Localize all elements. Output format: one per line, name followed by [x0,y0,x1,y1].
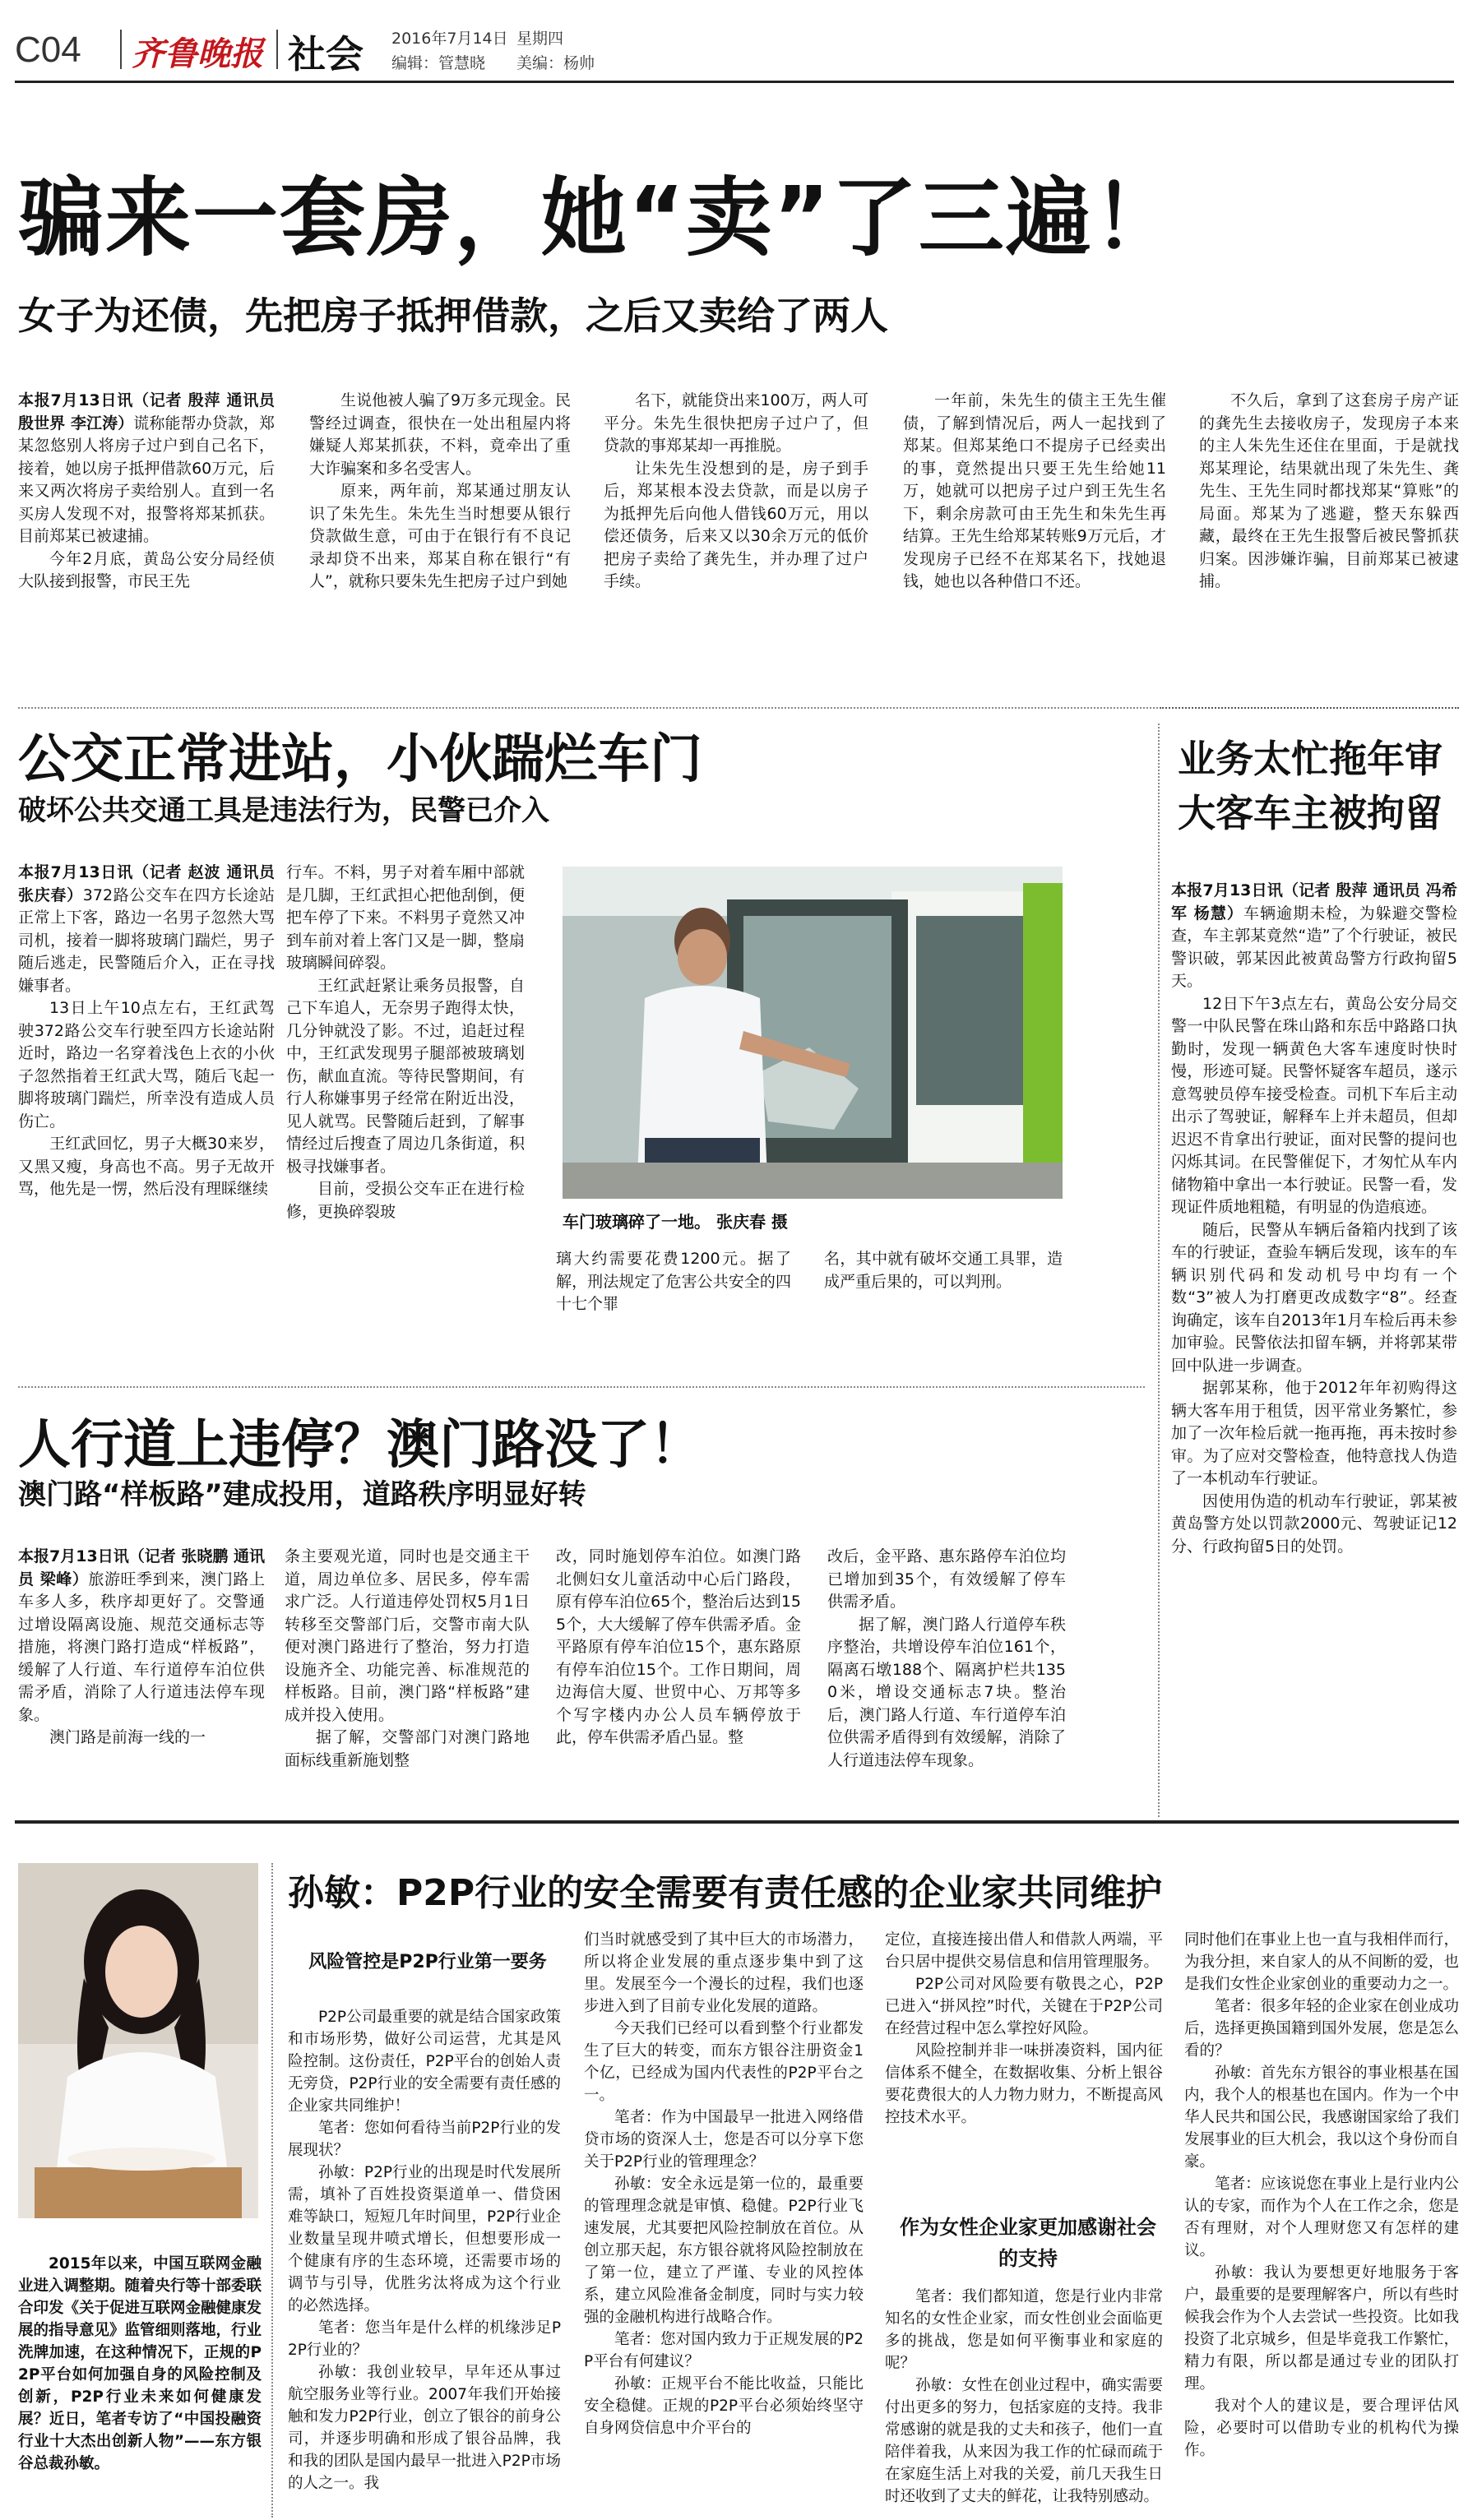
story2-paragraph: 13日上午10点左右，王红武驾驶372路公交车行驶至四方长途站附近时，路边一名穿着浅色上衣的小伙子忽然指着王红武大骂，随后飞起一脚将玻璃门踹烂，所幸没有造成人员伤亡。 [18,999,275,1131]
story3-byline: 本报7月13日讯（记者 殷萍 通讯员 冯希军 杨慧） [1171,881,1457,922]
story4-paragraph: 改后，金平路、惠东路停车泊位均已增加到35个，有效缓解了停车供需矛盾。 [827,1547,1066,1611]
issue-date: 2016年7月14日 [391,30,508,48]
story1-byline: 本报7月13日讯（记者 殷萍 通讯员 殷世界 李江涛） [18,391,275,432]
story5-paragraph: 孙敏：首先东方银谷的事业根基在国内，我个人的根基也在国内。作为一个中华人民共和国公民，我感谢国家给了我们发展事业的巨大机会，我以这个身份而自豪。 [1184,2065,1459,2171]
story5-paragraph: 笔者：我们都知道，您是行业内非常知名的女性企业家，而女性创业会面临更多的挑战，您是如何平衡事业和家庭的呢？ [885,2288,1163,2372]
story2-paragraph: 目前，受损公交车正在进行检修，更换碎裂玻 [286,1180,525,1221]
story5-paragraph: 孙敏：P2P行业的出现是时代发展所需，填补了百姓投资渠道单一、借贷困难等缺口，短短几年时间里，P2P行业企业数量呈现井喷式增长，但想要形成一个健康有序的生态环境，还需要市场的调节与引导，优胜劣汰将成为这个行业的必然选择。 [288,2164,561,2314]
story5-paragraph: 我对个人的建议是，要合理评估风险，必要时可以借助专业的机构代为操作。 [1184,2397,1459,2459]
story2-col2 [286,862,525,1327]
story5-paragraph: 孙敏：我认为要想更好地服务于客户，最重要的是要理解客户，所以有些时候我会作为个人去尝试一些投资。比如我投资了北京城乡，但是毕竟我工作繁忙，精力有限，所以都是通过专业的团队打理。 [1184,2264,1459,2393]
column-divider [271,1863,273,2518]
story5-intro-text: 2015年以来，中国互联网金融业进入调整期。随着央行等十部委联合印发《关于促进互联网金融健康发展的指导意见》监管细则落地，行业洗牌加速，在这种情况下，正规的P2P平台如何加强自身的风险控制及创新，P2P行业未来如何健康发展？近日，笔者专访了“中国投融资行业十大杰出创新人物”——东方银谷总裁孙敏。 [18,2255,262,2472]
paper-logo: 齐鲁晚报 [132,35,263,73]
story5-sub1: 风险管控是P2P行业第一要务 [308,1952,547,1972]
story5-paragraph: P2P公司对风险要有敬畏之心，P2P已进入“拼风控”时代，关键在于P2P公司在经营过程中怎么掌控好风险。 [885,1976,1163,2037]
story2-paragraph: 名，其中就有破坏交通工具罪，造成严重后果的，可以判刑。 [824,1250,1063,1291]
divider [276,30,278,69]
story2-byline: 本报7月13日讯（记者 赵波 通讯员 张庆春） [18,863,275,904]
story1-paragraph: 一年前，朱先生的债主王先生催债，了解到情况后，两人一起找到了郑某。但郑某绝口不提房子已经卖出的事，竟然提出只要王先生给她11万，她就可以把房子过户到王先生名下，剩余房款可由王先生和朱先生再结算。王先生给郑某转账9万元后，才发现房子已经不在郑某名下，找她退钱，她也以各种借口不还。 [903,391,1166,590]
story1-col3 [604,390,868,669]
story1-lead: 谎称能帮办贷款，郑某忽悠别人将房子过户到自己名下，接着，她以房子抵押借款60万元，后来又两次将房子卖给别人。直到一名买房人发现不对，报警将郑某抓获。目前郑某已被逮捕。 [18,414,275,545]
story1-paragraph: 原来，两年前，郑某通过朋友认识了朱先生。朱先生当时想要从银行贷款做生意，可由于在银行有不良记录却贷不出来，郑某自称在银行“有人”，就称只要朱先生把房子过户到她 [309,482,571,590]
story5-box-top-rule [15,1820,1459,1824]
story1-paragraph: 今年2月底，黄岛公安分局经侦大队接到报警，市民王先 [18,549,275,590]
story4-headline: 人行道上违停？澳门路没了！ [18,1415,702,1476]
section-divider [1160,707,1459,709]
story1-paragraph: 让朱先生没想到的是，房子到手后，郑某根本没去贷款，而是以房子为抵押先后向他人借钱60万元，用以偿还债务，后来又以30余万元的低价把房子卖给了龚先生，并办理了过户手续。 [604,459,868,590]
story2-paragraph: 行车。不料，男子对着车厢中部就是几脚，王红武担心把他刮倒，便把车停了下来。不料男子竟然又冲到车前对着上客门又是一脚，整扇玻璃瞬间碎裂。 [286,863,525,972]
bus-door-image [563,867,1063,1199]
businesswoman-portrait [18,1863,258,2218]
story5-paragraph: 孙敏：正规平台不能比收益，只能比安全稳健。正规的P2P平台必须始终坚守自身网贷信息中介平台的 [584,2375,864,2437]
story1-subhead: 女子为还债，先把房子抵押借款，之后又卖给了两人 [18,294,888,338]
story4-col1 [18,1546,265,1807]
story4-col4 [827,1546,1066,1807]
story5-paragraph: 孙敏：我创业较早，早年还从事过航空服务业等行业。2007年我们开始接触和发力P2P行业，创立了银谷的前身公司，并逐步明确和形成了银谷品牌，我和我的团队是国内最早一批进入P2P市场的人之一。我 [288,2364,561,2492]
story5-col1 [288,2006,561,2518]
story1-paragraph: 生说他被人骗了9万多元现金。民警经过调查，很快在一处出租屋内将嫌疑人郑某抓获，不料，竟牵出了重大诈骗案和多名受害人。 [309,391,571,478]
bus-photo [563,867,1063,1199]
section-name: 社会 [288,32,364,76]
column-divider [1158,724,1160,1817]
story1-paragraph: 不久后，拿到了这套房子房产证的龚先生去接收房子，发现房子本来的主人朱先生还住在里面，于是就找郑某理论，结果就出现了朱先生、龚先生、王先生同时都找郑某“算账”的局面。郑某为了逃避，整天东躲西藏，最终在王先生报警后被民警抓获归案。因涉嫌诈骗，目前郑某已被逮捕。 [1199,391,1459,590]
story1-headline: 骗来一套房，她“卖”了三遍！ [18,168,1180,268]
story5-col4 [1184,1929,1459,2518]
story1-col4 [903,390,1166,669]
story1-col2 [309,390,571,669]
portrait-photo [18,1863,258,2218]
story5-paragraph: 笔者：作为中国最早一批进入网络借贷市场的资深人士，您是否可以分享下您关于P2P行业的管理理念？ [584,2109,864,2171]
story5-headline: 孙敏：P2P行业的安全需要有责任感的企业家共同维护 [288,1872,1163,1914]
designer-credit: 美编：杨帅 [516,54,595,72]
story4-col3 [556,1546,801,1807]
issue-weekday: 星期四 [516,30,564,48]
story5-intro [18,2253,262,2518]
story1-col5 [1199,390,1459,669]
story3-paragraph: 12日下午3点左右，黄岛公安分局交警一中队民警在珠山路和东岳中路路口执勤时，发现一辆黄色大客车速度时快时慢，形迹可疑。民警怀疑客车超员，遂示意驾驶员停车接受检查。司机下车后主动出示了驾驶证，解释车上并未超员，但却迟迟不肯拿出行驶证，面对民警的提问也闪烁其词。在民警催促下，才匆忙从车内储物箱中拿出一本行驶证。民警一看，发现证件质地粗糙，有明显的伪造痕迹。 [1171,994,1457,1216]
story4-paragraph: 改，同时施划停车泊位。如澳门路北侧妇女儿童活动中心后门路段，原有停车泊位65个，整治后达到155个，大大缓解了停车供需矛盾。金平路原有停车泊位15个，惠东路原有停车泊位15个。工作日期间，周边海信大厦、世贸中心、万邦等多个写字楼内办公人员车辆停放于此，停车供需矛盾凸显。整 [556,1547,801,1746]
story5-sub2: 作为女性企业家更加感谢社会的支持 [900,2216,1156,2270]
story4-paragraph: 条主要观光道，同时也是交通主干道，周边单位多、居民多，停车需求广泛。人行道违停处罚权5月1日转移至交警部门后，交警市南大队便对澳门路进行了整治，努力打造设施齐全、功能完善、标准规范的样板路。目前，澳门路“样板路”建成并投入使用。 [285,1547,530,1724]
story5-col3b [885,2286,1163,2518]
story4-paragraph: 据了解，澳门路人行道停车秩序整治，共增设停车泊位161个，隔离石墩188个、隔离护栏共1350米，增设交通标志7块。整治后，澳门路人行道、车行道停车泊位供需矛盾得到有效缓解，消除了人行道违法停车现象。 [827,1615,1066,1769]
story4-col2 [285,1546,530,1807]
section-divider [18,1386,1145,1388]
story3-paragraph: 据郭某称，他于2012年年初购得这辆大客车用于租赁，因平常业务繁忙，参加了一次年检后就一拖再拖，再未按时参审。为了应对交警检查，他特意找人伪造了一本机动车行驶证。 [1171,1379,1457,1487]
section-divider [18,707,1161,709]
story3-paragraph: 因使用伪造的机动车行驶证，郭某被黄岛警方处以罚款2000元、驾驶证记12分、行政拘留5日的处罚。 [1171,1491,1457,1556]
story5-paragraph: 孙敏：安全永远是第一位的，最重要的管理理念就是审慎、稳健。P2P行业飞速发展，尤其要把风险控制放在首位。从创立那天起，东方银谷就将风险控制放在了第一位，建立了严谨、专业的风控体系，建立风险准备金制度，同时与实力较强的金融机构进行战略合作。 [584,2176,864,2326]
story5-paragraph: 孙敏：女性在创业过程中，确实需要付出更多的努力，包括家庭的支持。我非常感谢的就是我的丈夫和孩子，他们一直陪伴着我，从来因为我工作的忙碌而疏于在家庭生活上对我的关爱，前几天我生日时还收到了丈夫的鲜花，让我特别感动。 [885,2377,1163,2505]
story5-paragraph: 笔者：您对国内致力于正规发展的P2P平台有何建议？ [584,2331,864,2370]
story5-col2 [584,1929,864,2518]
photo-caption: 车门玻璃碎了一地。 张庆春 摄 [563,1212,788,1232]
story4-paragraph: 澳门路是前海一线的一 [49,1728,206,1746]
story4-byline: 本报7月13日讯（记者 张晓鹏 通讯员 梁峰） [18,1547,265,1588]
story5-paragraph: 同时他们在事业上也一直与我相伴而行，为我分担，来自家人的从不间断的爱，也是我们女性企业家创业的重要动力之一。 [1184,1931,1459,1993]
story1-paragraph: 名下，就能贷出来100万，两人可平分。朱先生很快把房子过户了，但贷款的事郑某却一再推脱。 [604,391,868,455]
masthead-rule [15,81,1454,83]
story4-subhead: 澳门路“样板路”建成投用，道路秩序明显好转 [18,1478,586,1511]
story3-paragraph: 随后，民警从车辆后备箱内找到了该车的行驶证，查验车辆后发现，该车的车辆识别代码和发动机号中均有一个数“3”被人为打磨更改成数字“8”。经查询确定，该车自2013年1月车检后再未参加审验。民警依法扣留车辆，并将郭某带回中队进一步调查。 [1171,1220,1457,1375]
story1-col1 [18,390,275,669]
story2-col1 [18,862,275,1327]
story3-lead: 车辆逾期未检，为躲避交警检查，车主郭某竟然“造”了个行驶证，被民警识破，郭某因此被黄岛警方行政拘留5天。 [1171,904,1457,990]
story5-col3 [885,1929,1163,2208]
story4-paragraph: 据了解，交警部门对澳门路地面标线重新施划整 [285,1728,530,1769]
story5-paragraph: 定位，直接连接出借人和借款人两端，平台只居中提供交易信息和信用管理服务。 [885,1931,1163,1971]
editor-credit: 编辑：管慧晓 [391,54,486,72]
story5-paragraph: 风险控制并非一味拼凑资料，国内征信体系不健全，在数据收集、分析上银谷要花费很大的人力物力财力，不断提高风控技术水平。 [885,2042,1163,2126]
story5-paragraph: 笔者：您当年是什么样的机缘涉足P2P行业的？ [288,2319,561,2359]
story5-paragraph: 笔者：您如何看待当前P2P行业的发展现状？ [288,2120,561,2159]
story5-paragraph: 笔者：应该说您在事业上是行业内公认的专家，而作为个人在工作之余，您是否有理财，对个人理财您又有怎样的建议。 [1184,2176,1459,2259]
masthead [15,21,1454,79]
story5-paragraph: 笔者：很多年轻的企业家在创业成功后，选择更换国籍到国外发展，您是怎么看的？ [1184,1998,1459,2060]
story3-headline [1161,732,1459,840]
story2-paragraph: 王红武回忆，男子大概30来岁，又黑又瘦，身高也不高。男子无故开骂，他先是一愣，然后没有理睬继续 [18,1135,275,1198]
story4-lead: 旅游旺季到来，澳门路上车多人多，秩序却更好了。交警通过增设隔离设施、规范交通标志等措施，将澳门路打造成“样板路”，缓解了人行道、车行道停车泊位供需矛盾，消除了人行道违法停车现象。 [18,1570,265,1724]
story5-paragraph: 们当时就感受到了其中巨大的市场潜力，所以将企业发展的重点逐步集中到了这里。发展至今一个漫长的过程，我们也逐步进入到了目前专业化发展的道路。 [584,1931,864,2015]
story5-paragraph: P2P公司最重要的就是结合国家政策和市场形势，做好公司运营，尤其是风险控制。这份责任，P2P平台的创始人责无旁贷，P2P行业的安全需要有责任感的企业家共同维护！ [288,2009,561,2115]
story2-paragraph: 王红武赶紧让乘务员报警，自己下车追人，无奈男子跑得太快，几分钟就没了影。不过，追赶过程中，王红武发现男子腿部被玻璃划伤，献血直流。等待民警期间，有行人称嫌事男子经常在附近出没，见人就骂。民警随后赶到，了解事情经过后搜查了周边几条街道，积极寻找嫌事者。 [286,976,525,1176]
story2-headline: 公交正常进站，小伙踹烂车门 [18,729,702,790]
story3-body [1171,880,1457,1809]
divider [120,30,122,69]
story2-below-photo-left [556,1248,791,1327]
story3-headline-text: 业务太忙拖年审 大客车主被拘留 [1178,737,1443,835]
page-code: C04 [15,30,81,70]
story2-subhead: 破坏公共交通工具是违法行为，民警已介入 [18,794,549,827]
story2-lead: 372路公交车在四方长途站正常上下客，路边一名男子忽然大骂司机，接着一脚将玻璃门踹烂，男子随后逃走，民警随后介入，正在寻找嫌事者。 [18,885,275,995]
story5-paragraph: 今天我们已经可以看到整个行业都发生了巨大的转变，而东方银谷注册资金1个亿，已经成为国内代表性的P2P平台之一。 [584,2020,864,2104]
story2-paragraph: 璃大约需要花费1200元。据了解，刑法规定了危害公共安全的四十七个罪 [556,1250,791,1313]
story2-below-photo-right [824,1248,1063,1327]
